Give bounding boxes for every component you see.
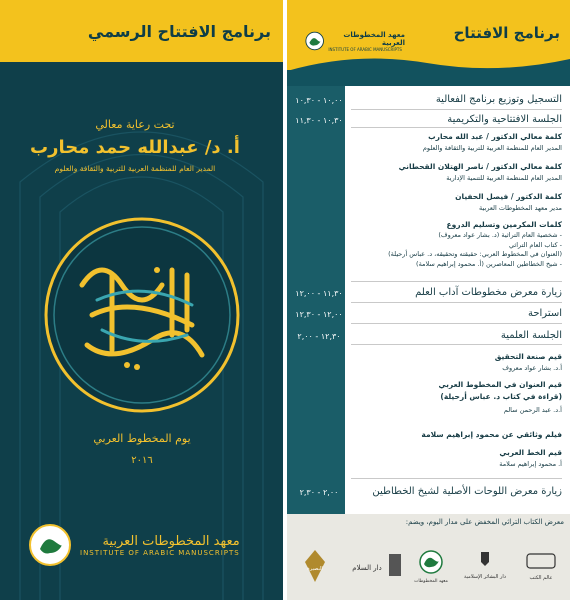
item-title: قيم العنوان في المخطوط العربي <box>438 380 562 389</box>
item-title: كلمات المكرمين وتسليم الدروع <box>446 220 562 229</box>
institute-name-en: INSTITUTE OF ARABIC MANUSCRIPTS <box>80 548 240 557</box>
header-wave <box>287 51 570 71</box>
item-subtitle: أ.د. عبد الرحمن سالم <box>503 406 562 414</box>
institute-name-ar: معهد المخطوطات العربية <box>102 533 240 549</box>
program-title: برنامج الافتتاح <box>453 24 560 42</box>
patron-block <box>15 118 255 173</box>
patron-role: المدير العام للمنظمة العربية للتربية والثقافة والعلوم <box>54 164 216 173</box>
day-label: يوم المخطوط العربي <box>93 431 191 445</box>
divider <box>351 127 562 128</box>
divider <box>351 109 562 110</box>
publisher-logo-icon <box>295 546 335 586</box>
item-subtitle: - كتاب العام التراثي <box>509 241 562 249</box>
divider <box>351 323 562 324</box>
schedule-time: ١١,٣٠ - ١٢,٠٠ <box>295 289 343 298</box>
item-subtitle: أ. محمود إبراهيم سلامة <box>499 460 562 468</box>
schedule-title: استراحة <box>527 308 562 319</box>
header-logo-ar: معهد المخطوطات العربية <box>343 30 405 47</box>
publisher-logo <box>457 544 513 588</box>
schedule-title: الجلسة الافتتاحية والتكريمية <box>447 114 562 125</box>
schedule-time: ١٠,٠٠ - ١٠,٣٠ <box>295 96 343 105</box>
cover-panel <box>0 0 283 600</box>
publisher-logo <box>293 544 337 588</box>
publisher-name: دار السلام <box>352 564 382 572</box>
program-panel <box>287 0 570 600</box>
institute-emblem-icon <box>305 30 324 52</box>
item-subtitle: أ.د. بشار عواد معروف <box>502 364 562 372</box>
publisher-name: دار البشائر الإسلامية <box>463 574 507 580</box>
divider <box>351 478 562 479</box>
year-label: ٢٠١٦ <box>131 455 153 466</box>
divider <box>351 344 562 345</box>
item-subtitle: - شيخ الخطاطين المعاصرين (أ. محمود إبراهيم سلامة) <box>416 260 562 268</box>
patron-name: أ. د/ عبدالله حمد محارب <box>30 137 240 158</box>
program-header <box>287 0 570 70</box>
item-title: قيم صنعة التحقيق <box>494 352 562 361</box>
publishers-footer <box>287 514 570 600</box>
publisher-name: البصيرة <box>307 566 323 572</box>
cover-header <box>0 0 283 62</box>
institute-logo-block <box>28 520 258 570</box>
calligraphy-seal <box>42 215 242 415</box>
publisher-logo-icon <box>409 546 453 586</box>
publisher-logo <box>409 544 453 588</box>
header-logo-en: INSTITUTE OF ARABIC MANUSCRIPTS <box>328 46 402 52</box>
institute-emblem-icon <box>28 523 72 567</box>
publisher-name: عالم الكتب <box>529 575 553 581</box>
publisher-logo <box>517 544 565 588</box>
item-subtitle: مدير معهد المخطوطات العربية <box>479 204 562 212</box>
header-logo <box>305 30 405 52</box>
publisher-logo-icon <box>457 546 513 586</box>
schedule-title: التسجيل وتوزيع برنامج الفعالية <box>435 94 562 105</box>
publisher-name: معهد المخطوطات <box>414 579 448 584</box>
publisher-logo-icon <box>517 546 565 586</box>
item-subtitle: المدير العام للمنظمة العربية للتربية والثقافة والعلوم <box>422 144 562 152</box>
item-title: كلمة معالي الدكتور / عبد الله محارب <box>428 132 562 141</box>
day-badge <box>62 422 222 454</box>
footer-note: معرض الكتاب التراثي المخفض على مدار اليوم، ويضم: <box>405 518 564 526</box>
schedule-title: زيارة معرض مخطوطات آداب العلم <box>415 287 562 298</box>
schedule-time: ٢,٠٠ - ٢,٣٠ <box>299 488 339 497</box>
schedule-title: الجلسة العلمية <box>500 330 562 341</box>
item-subtitle: المدير العام للمنظمة العربية للتنمية الإدارية <box>446 174 562 182</box>
header-band <box>287 70 570 86</box>
divider <box>351 281 562 282</box>
publisher-logo <box>345 544 405 588</box>
cover-title: برنامج الافتتاح الرسمي <box>87 21 271 41</box>
item-subtitle: - شخصية العام التراثية (د. بشار عواد معروف) <box>438 231 562 239</box>
item-title: كلمة الدكتور / فيصل الحفيان <box>455 192 562 201</box>
schedule-time: ١٢,٠٠ - ١٢,٣٠ <box>295 310 343 319</box>
time-column <box>287 86 345 516</box>
item-title: كلمة معالي الدكتور / ناصر الهتلان القحطاني <box>398 162 562 171</box>
divider <box>351 302 562 303</box>
publisher-logo-icon <box>345 546 405 586</box>
item-subtitle: (العنوان في المخطوط العربي: حقيقته وتحقيقه، د. عباس أرحيلة) <box>388 250 562 258</box>
item-title-2: (قراءة في كتاب د. عباس أرحيلة) <box>440 392 562 401</box>
item-title: فيلم وثائقي عن محمود إبراهيم سلامة <box>421 430 562 439</box>
patron-intro: تحت رعاية معالي <box>95 118 175 131</box>
schedule-title: زيارة معرض اللوحات الأصلية لشيخ الخطاطين <box>372 486 562 497</box>
schedule-time: ١٠,٣٠ - ١١,٣٠ <box>295 116 343 125</box>
schedule-time: ١٢,٣٠ - ٢,٠٠ <box>297 332 341 341</box>
item-title: قيم الخط العربي <box>499 448 562 457</box>
